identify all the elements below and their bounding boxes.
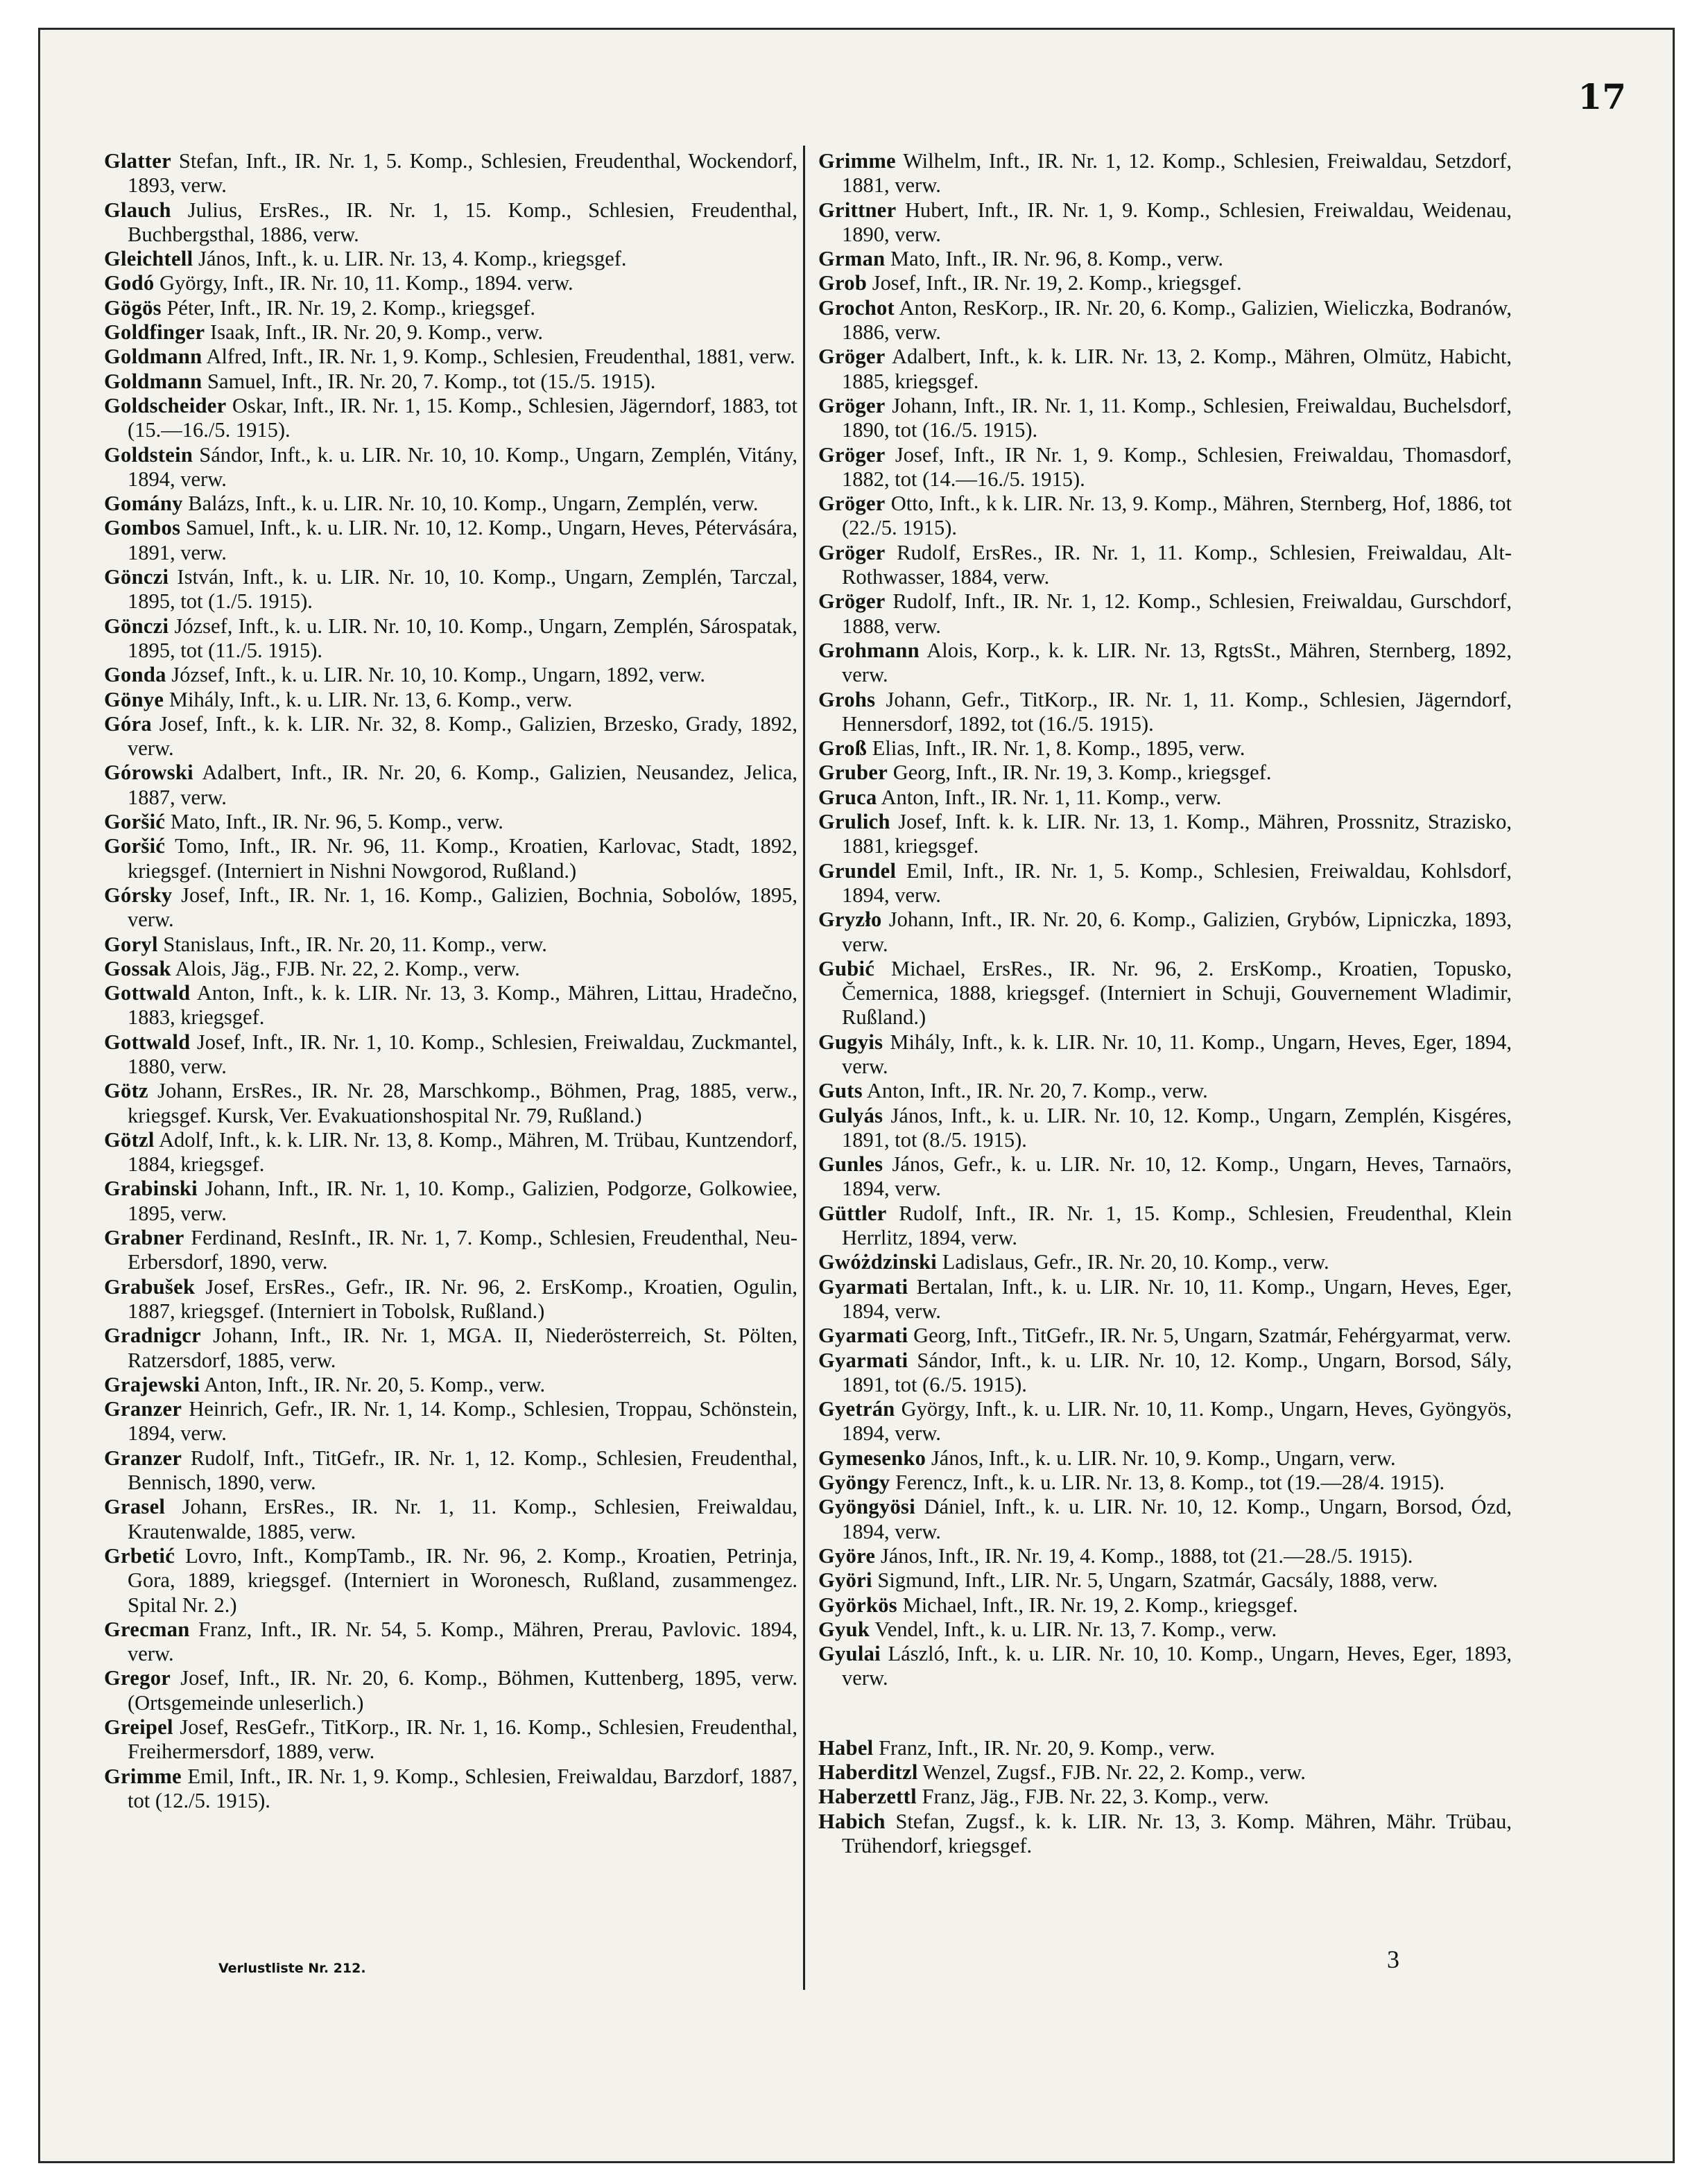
entry-details: György, Inft., k. u. LIR. Nr. 10, 11. Komp., Ungarn, Heves, Gyöngyös, 1894, verw. — [842, 1397, 1512, 1446]
entry-details: Mihály, Inft., k. u. LIR. Nr. 13, 6. Komp., verw. — [169, 687, 573, 711]
entry-details: Dániel, Inft., k. u. LIR. Nr. 10, 12. Komp., Ungarn, Borsod, Ózd, 1894, verw. — [842, 1495, 1512, 1543]
document-page — [38, 28, 1675, 2163]
entry-surname: Grbetić — [104, 1543, 175, 1568]
entry-details: Anton, ResKorp., IR. Nr. 20, 6. Komp., Galizien, Wieliczka, Bodranów, 1886, verw. — [842, 295, 1512, 345]
casualty-entry — [818, 1736, 1512, 1760]
entry-surname: Gyarmati — [818, 1324, 908, 1348]
entry-details: Bertalan, Inft., k. u. LIR. Nr. 10, 11. Komp., Ungarn, Heves, Eger, 1894, verw. — [842, 1274, 1512, 1323]
entry-details: Wilhelm, Inft., IR. Nr. 1, 12. Komp., Schlesien, Freiwaldau, Setzdorf, 1881, verw. — [842, 149, 1512, 198]
entry-surname: Habich — [818, 1809, 886, 1833]
entry-details: Mihály, Inft., k. k. LIR. Nr. 10, 11. Komp., Ungarn, Heves, Eger, 1894, verw. — [842, 1030, 1512, 1078]
entry-details: Rudolf, ErsRes., IR. Nr. 1, 11. Komp., Schlesien, Freiwaldau, Alt-Rothwasser, 1884, verw. — [842, 540, 1512, 589]
entry-details: Josef, Inft., IR. Nr. 20, 6. Komp., Böhmen, Kuttenberg, 1895, verw. (Ortsgemeinde unleserlich.) — [128, 1666, 798, 1715]
entry-details: Otto, Inft., k k. LIR. Nr. 13, 9. Komp., Mähren, Sternberg, Hof, 1886, tot (22./5. 1915). — [842, 492, 1512, 540]
casualty-entry — [104, 1495, 797, 1544]
casualty-entry — [104, 761, 797, 810]
entry-surname: Godó — [104, 271, 155, 295]
entry-surname: Glauch — [104, 198, 171, 222]
entry-surname: Grasel — [104, 1495, 166, 1519]
casualty-entry — [818, 1079, 1512, 1103]
casualty-entry — [818, 1202, 1512, 1251]
casualty-entry — [818, 1642, 1512, 1691]
casualty-entry — [818, 271, 1512, 295]
entry-details: Samuel, Inft., k. u. LIR. Nr. 10, 12. Komp., Ungarn, Heves, Pétervására, 1891, verw. — [128, 516, 797, 564]
entry-details: Alois, Korp., k. k. LIR. Nr. 13, RgtsSt., Mähren, Sternberg, 1892, verw. — [842, 638, 1512, 687]
casualty-entry — [818, 1495, 1512, 1544]
entry-surname: Gombos — [104, 516, 181, 540]
entry-surname: Gröger — [818, 492, 886, 516]
entry-details: Stanislaus, Inft., IR. Nr. 20, 11. Komp., verw. — [163, 932, 547, 956]
entry-details: Alfred, Inft., IR. Nr. 1, 9. Komp., Schlesien, Freudenthal, 1881, verw. — [206, 345, 795, 369]
entry-details: Vendel, Inft., k. u. LIR. Nr. 13, 7. Komp., verw. — [874, 1617, 1277, 1641]
entry-surname: Groß — [818, 736, 868, 761]
entry-surname: Gögös — [104, 295, 162, 320]
entry-surname: Grabinski — [104, 1177, 198, 1201]
entry-details: Ladislaus, Gefr., IR. Nr. 20, 10. Komp., verw. — [942, 1250, 1329, 1274]
entry-surname: Gottwald — [104, 981, 191, 1005]
casualty-entry — [104, 296, 797, 320]
casualty-entry — [818, 1030, 1512, 1080]
casualty-entry — [104, 320, 797, 345]
entry-details: Anton, Inft., k. k. LIR. Nr. 13, 3. Komp., Mähren, Littau, Hradečno, 1883, kriegsgef. — [128, 981, 797, 1030]
entry-details: Johann, ErsRes., IR. Nr. 28, Marschkomp., Böhmen, Prag, 1885, verw., kriegsgef. Kursk, Ver. Evakuationshospital Nr. 79, Rußland.) — [128, 1079, 797, 1127]
casualty-entry — [104, 883, 797, 933]
entry-details: Lovro, Inft., KompTamb., IR. Nr. 96, 2. Komp., Kroatien, Petrinja, Gora, 1889, kriegsgef. (Interniert in Woronesch, Rußland, zusammengez. Spital Nr. 2.) — [128, 1543, 797, 1617]
section-gap — [818, 1691, 1512, 1736]
entry-details: Péter, Inft., IR. Nr. 19, 2. Komp., kriegsgef. — [166, 295, 536, 320]
entry-surname: Gruber — [818, 761, 888, 785]
entry-surname: Gyulai — [818, 1642, 881, 1666]
casualty-entry — [104, 1324, 797, 1373]
casualty-entry — [818, 1568, 1512, 1593]
casualty-entry — [818, 1349, 1512, 1398]
entry-surname: Grajewski — [104, 1372, 200, 1396]
entry-surname: Györkös — [818, 1593, 897, 1617]
casualty-entry — [818, 394, 1512, 443]
casualty-entry — [104, 1765, 797, 1814]
casualty-entry — [818, 1618, 1512, 1642]
entry-details: Josef, Inft., IR Nr. 1, 9. Komp., Schlesien, Freiwaldau, Thomasdorf, 1882, tot (14.—16./5. 1915). — [842, 442, 1512, 491]
entry-details: Balázs, Inft., k. u. LIR. Nr. 10, 10. Komp., Ungarn, Zemplén, verw. — [188, 492, 759, 516]
casualty-entry — [818, 1104, 1512, 1153]
casualty-entry — [104, 149, 797, 198]
entry-surname: Granzer — [104, 1446, 182, 1470]
casualty-entry — [104, 933, 797, 957]
entry-surname: Grulich — [818, 810, 890, 834]
casualty-entry — [818, 296, 1512, 345]
entry-details: Rudolf, Inft., IR. Nr. 1, 12. Komp., Schlesien, Freiwaldau, Gurschdorf, 1888, verw. — [842, 589, 1512, 638]
entry-details: Rudolf, Inft., IR. Nr. 1, 15. Komp., Schlesien, Freudenthal, Klein Herrlitz, 1894, verw. — [842, 1201, 1512, 1250]
entry-details: Elias, Inft., IR. Nr. 1, 8. Komp., 1895, verw. — [872, 736, 1245, 761]
casualty-entry — [104, 1079, 797, 1128]
casualty-entry — [104, 565, 797, 614]
casualty-entry — [104, 1177, 797, 1226]
entry-surname: Gleichtell — [104, 247, 193, 271]
entry-details: Franz, Inft., IR. Nr. 54, 5. Komp., Mähren, Prerau, Pavlovic. 1894, verw. — [128, 1617, 797, 1666]
entry-surname: Grohs — [818, 687, 876, 711]
casualty-entry — [104, 1544, 797, 1618]
entry-details: János, Inft., k. u. LIR. Nr. 13, 4. Komp., kriegsgef. — [198, 247, 627, 271]
casualty-entry — [104, 1397, 797, 1446]
entry-surname: Grabner — [104, 1226, 184, 1250]
entry-surname: Gyetrán — [818, 1397, 895, 1421]
casualty-entry — [104, 492, 797, 516]
entry-details: Stefan, Inft., IR. Nr. 1, 5. Komp., Schlesien, Freudenthal, Wockendorf, 1893, verw. — [128, 149, 797, 198]
entry-surname: Gröger — [818, 393, 886, 417]
casualty-entry — [104, 345, 797, 369]
entry-details: Johann, Inft., IR. Nr. 1, 10. Komp., Galizien, Podgorze, Golkowiee, 1895, verw. — [128, 1177, 797, 1225]
entry-details: Ferencz, Inft., k. u. LIR. Nr. 13, 8. Komp., tot (19.—28/4. 1915). — [895, 1471, 1445, 1495]
entry-details: Johann, ErsRes., IR. Nr. 1, 11. Komp., Schlesien, Freiwaldau, Krautenwalde, 1885, verw. — [128, 1495, 798, 1543]
entry-surname: Grundel — [818, 858, 897, 883]
entry-details: Franz, Jäg., FJB. Nr. 22, 3. Komp., verw. — [922, 1785, 1269, 1809]
entry-details: Georg, Inft., TitGefr., IR. Nr. 5, Ungarn, Szatmár, Fehérgyarmat, verw. — [913, 1324, 1512, 1348]
entry-details: Josef, ResGefr., TitKorp., IR. Nr. 1, 16. Komp., Schlesien, Freudenthal, Freihermersdorf, 1889, verw. — [128, 1715, 797, 1764]
entry-details: Johann, Inft., IR. Nr. 1, MGA. II, Niederösterreich, St. Pölten, Ratzersdorf, 1885, verw. — [128, 1324, 797, 1372]
entry-surname: Grman — [818, 247, 886, 271]
entry-surname: Gyarmati — [818, 1348, 908, 1372]
entry-surname: Gwóżdzinski — [818, 1250, 938, 1274]
entry-details: Anton, Inft., IR. Nr. 1, 11. Komp., verw. — [881, 785, 1222, 809]
casualty-entry — [104, 1128, 797, 1177]
casualty-entry — [818, 1250, 1512, 1274]
entry-surname: Gyöngy — [818, 1471, 890, 1495]
entry-surname: Greipel — [104, 1715, 173, 1739]
entry-details: Josef, ErsRes., Gefr., IR. Nr. 96, 2. ErsKomp., Kroatien, Ogulin, 1887, kriegsgef. (Interniert in Tobolsk, Rußland.) — [128, 1274, 798, 1323]
entry-surname: Haberditzl — [818, 1760, 918, 1784]
entry-details: János, Gefr., k. u. LIR. Nr. 10, 12. Komp., Ungarn, Heves, Tarnaörs, 1894, verw. — [842, 1152, 1512, 1201]
entry-details: Isaak, Inft., IR. Nr. 20, 9. Komp., verw. — [209, 320, 543, 345]
entry-details: Tomo, Inft., IR. Nr. 96, 11. Komp., Kroatien, Karlovac, Stadt, 1892, kriegsgef. (Interniert in Nishni Nowgorod, Rußland.) — [128, 834, 797, 883]
casualty-entry — [818, 443, 1512, 492]
entry-surname: Grabušek — [104, 1274, 196, 1299]
casualty-entry — [104, 981, 797, 1030]
casualty-entry — [818, 688, 1512, 737]
entry-details: Johann, Inft., IR. Nr. 20, 6. Komp., Galizien, Grybów, Lipniczka, 1893, verw. — [842, 908, 1512, 956]
entry-surname: Gönczi — [104, 565, 169, 589]
entry-surname: Goldstein — [104, 442, 193, 467]
entry-surname: Gyuk — [818, 1617, 870, 1641]
entry-details: Wenzel, Zugsf., FJB. Nr. 22, 2. Komp., verw. — [922, 1760, 1306, 1784]
page-number: 17 — [1578, 76, 1626, 117]
casualty-entry — [104, 1446, 797, 1496]
entry-details: Georg, Inft., IR. Nr. 19, 3. Komp., kriegsgef. — [892, 761, 1272, 785]
entry-details: Anton, Inft., IR. Nr. 20, 7. Komp., verw. — [866, 1079, 1208, 1103]
casualty-entry — [818, 761, 1512, 785]
column-divider — [803, 146, 805, 1990]
casualty-entry — [104, 663, 797, 687]
entry-surname: Gönczi — [104, 614, 169, 638]
entry-details: Adolf, Inft., k. k. LIR. Nr. 13, 8. Komp., Mähren, M. Trübau, Kuntzendorf, 1884, kriegsgef. — [128, 1127, 797, 1177]
casualty-entry — [104, 1618, 797, 1667]
casualty-entry — [818, 345, 1512, 394]
casualty-entry — [818, 1760, 1512, 1785]
casualty-entry — [104, 198, 797, 248]
entry-surname: Grohmann — [818, 638, 920, 662]
casualty-entry — [818, 247, 1512, 271]
entry-surname: Gymesenko — [818, 1446, 926, 1470]
entry-details: Johann, Inft., IR. Nr. 1, 11. Komp., Schlesien, Freiwaldau, Buchelsdorf, 1890, tot (16./5. 1915). — [842, 393, 1512, 442]
entry-details: György, Inft., IR. Nr. 10, 11. Komp., 1894. verw. — [159, 271, 573, 295]
entry-details: Mato, Inft., IR. Nr. 96, 8. Komp., verw. — [890, 247, 1224, 271]
entry-details: Josef, Inft., IR. Nr. 19, 2. Komp., kriegsgef. — [872, 271, 1242, 295]
entry-surname: Götzl — [104, 1127, 155, 1152]
entry-surname: Gröger — [818, 345, 886, 369]
entry-details: Franz, Inft., IR. Nr. 20, 9. Komp., verw. — [879, 1735, 1216, 1760]
entry-details: Sigmund, Inft., LIR. Nr. 5, Ungarn, Szatmár, Gacsály, 1888, verw. — [877, 1568, 1438, 1593]
entry-surname: Györe — [818, 1543, 876, 1568]
entry-details: Sándor, Inft., k. u. LIR. Nr. 10, 10. Komp., Ungarn, Zemplén, Vitány, 1894, verw. — [128, 442, 798, 491]
signature-mark: 3 — [1387, 1945, 1399, 1973]
entry-surname: Grecman — [104, 1617, 190, 1641]
entry-details: Samuel, Inft., IR. Nr. 20, 7. Komp., tot (15./5. 1915). — [207, 369, 656, 393]
entry-surname: Gyarmati — [818, 1274, 908, 1299]
entry-details: Adalbert, Inft., k. k. LIR. Nr. 13, 2. Komp., Mähren, Olmütz, Habicht, 1885, kriegsgef. — [842, 345, 1512, 393]
casualty-entry — [818, 1275, 1512, 1324]
casualty-entry — [818, 149, 1512, 198]
casualty-entry — [818, 1785, 1512, 1809]
casualty-entry — [818, 1593, 1512, 1618]
entry-surname: Górowski — [104, 761, 193, 785]
casualty-entry — [104, 688, 797, 712]
entry-surname: Gossak — [104, 956, 171, 980]
casualty-entry — [818, 786, 1512, 810]
entry-details: János, Inft., k. u. LIR. Nr. 10, 9. Komp., Ungarn, verw. — [931, 1446, 1396, 1470]
entry-details: Johann, Gefr., TitKorp., IR. Nr. 1, 11. Komp., Schlesien, Jägerndorf, Hennersdorf, 1892, tot (16./5. 1915). — [842, 687, 1512, 736]
entry-details: József, Inft., k. u. LIR. Nr. 10, 10. Komp., Ungarn, 1892, verw. — [171, 663, 706, 687]
casualty-entry — [818, 589, 1512, 639]
entry-details: Emil, Inft., IR. Nr. 1, 9. Komp., Schlesien, Freiwaldau, Barzdorf, 1887, tot (12./5. 1915). — [128, 1764, 798, 1812]
entry-details: Anton, Inft., IR. Nr. 20, 5. Komp., verw. — [204, 1372, 546, 1396]
casualty-entry — [104, 614, 797, 664]
casualty-entry — [104, 1030, 797, 1080]
casualty-entry — [818, 1810, 1512, 1859]
entry-surname: Góra — [104, 711, 152, 736]
casualty-entry — [104, 247, 797, 271]
entry-surname: Goryl — [104, 932, 158, 956]
entry-surname: Györi — [818, 1568, 872, 1593]
casualty-entry — [818, 639, 1512, 688]
entry-details: Hubert, Inft., IR. Nr. 1, 9. Komp., Schlesien, Freiwaldau, Weidenau, 1890, verw. — [842, 198, 1512, 246]
entry-details: Emil, Inft., IR. Nr. 1, 5. Komp., Schlesien, Freiwaldau, Kohlsdorf, 1894, verw. — [842, 858, 1512, 907]
entry-surname: Gyöngyösi — [818, 1495, 915, 1519]
entry-surname: Goldmann — [104, 369, 202, 393]
entry-surname: Guts — [818, 1079, 863, 1103]
casualty-entry — [104, 834, 797, 883]
entry-surname: Gryzło — [818, 908, 882, 932]
entry-details: Josef, Inft., IR. Nr. 1, 16. Komp., Galizien, Bochnia, Sobolów, 1895, verw. — [128, 883, 798, 932]
casualty-entry — [104, 810, 797, 834]
entry-surname: Goldscheider — [104, 393, 227, 417]
casualty-entry — [818, 1324, 1512, 1348]
casualty-entry — [104, 516, 797, 565]
entry-details: Josef, Inft., k. k. LIR. Nr. 32, 8. Komp., Galizien, Brzesko, Grady, 1892, verw. — [128, 711, 797, 761]
entry-details: Heinrich, Gefr., IR. Nr. 1, 14. Komp., Schlesien, Troppau, Schönstein, 1894, verw. — [128, 1397, 797, 1446]
casualty-entry — [104, 394, 797, 443]
entry-surname: Gonda — [104, 663, 166, 687]
entry-surname: Güttler — [818, 1201, 887, 1225]
casualty-entry — [104, 1373, 797, 1397]
entry-surname: Haberzettl — [818, 1785, 917, 1809]
entry-details: Ferdinand, ResInft., IR. Nr. 1, 7. Komp., Schlesien, Freudenthal, Neu-Erbersdorf, 1890, verw. — [128, 1226, 797, 1274]
entry-surname: Grimme — [104, 1764, 182, 1788]
casualty-entry — [818, 736, 1512, 761]
casualty-entry — [104, 1275, 797, 1324]
entry-details: László, Inft., k. u. LIR. Nr. 10, 10. Komp., Ungarn, Heves, Eger, 1893, verw. — [842, 1642, 1512, 1690]
entry-details: Mato, Inft., IR. Nr. 96, 5. Komp., verw. — [170, 810, 503, 834]
entry-surname: Gunles — [818, 1152, 883, 1177]
casualty-entry — [104, 443, 797, 492]
entry-surname: Grob — [818, 271, 868, 295]
entry-details: Michael, ErsRes., IR. Nr. 96, 2. ErsKomp., Kroatien, Topusko, Čemernica, 1888, kriegsgef. (Interniert in Schuji, Gouvernement Wladimir, Rußland.) — [842, 956, 1512, 1030]
entry-surname: Gröger — [818, 540, 886, 564]
entry-surname: Grittner — [818, 198, 897, 222]
casualty-entry — [818, 1397, 1512, 1446]
entry-details: István, Inft., k. u. LIR. Nr. 10, 10. Komp., Ungarn, Zemplén, Tarczal, 1895, tot (1./5. 1915). — [128, 565, 798, 614]
casualty-entry — [818, 810, 1512, 859]
entry-details: János, Inft., IR. Nr. 19, 4. Komp., 1888, tot (21.—28./5. 1915). — [880, 1543, 1413, 1568]
casualty-entry — [818, 908, 1512, 957]
casualty-entry — [104, 957, 797, 981]
entry-surname: Gradnigcr — [104, 1324, 201, 1348]
entry-details: Rudolf, Inft., TitGefr., IR. Nr. 1, 12. Komp., Schlesien, Freudenthal, Bennisch, 1890, verw. — [128, 1446, 798, 1495]
entry-details: Josef, Inft., IR. Nr. 1, 10. Komp., Schlesien, Freiwaldau, Zuckmantel, 1880, verw. — [128, 1030, 798, 1078]
entry-details: Sándor, Inft., k. u. LIR. Nr. 10, 12. Komp., Ungarn, Borsod, Sály, 1891, tot (6./5. 1915). — [842, 1348, 1512, 1396]
entry-details: Adalbert, Inft., IR. Nr. 20, 6. Komp., Galizien, Neusandez, Jelica, 1887, verw. — [128, 761, 797, 809]
entry-surname: Gröger — [818, 589, 886, 614]
casualty-entry — [104, 370, 797, 394]
casualty-entry — [818, 1471, 1512, 1495]
entry-surname: Habel — [818, 1735, 874, 1760]
entry-surname: Goršić — [104, 810, 166, 834]
casualty-entry — [818, 1544, 1512, 1568]
left-column — [104, 149, 797, 1813]
entry-details: Oskar, Inft., IR. Nr. 1, 15. Komp., Schlesien, Jägerndorf, 1883, tot (15.—16./5. 1915). — [128, 393, 797, 442]
entry-details: Alois, Jäg., FJB. Nr. 22, 2. Komp., verw. — [175, 956, 520, 980]
entry-surname: Glatter — [104, 149, 171, 173]
entry-surname: Gugyis — [818, 1030, 883, 1054]
entry-surname: Goldmann — [104, 345, 202, 369]
entry-surname: Gregor — [104, 1666, 171, 1690]
casualty-entry — [818, 1152, 1512, 1202]
entry-details: Michael, Inft., IR. Nr. 19, 2. Komp., kriegsgef. — [902, 1593, 1298, 1617]
casualty-entry — [818, 859, 1512, 908]
entry-surname: Grochot — [818, 295, 895, 320]
casualty-entry — [818, 492, 1512, 541]
entry-surname: Gomány — [104, 492, 183, 516]
entry-surname: Gulyás — [818, 1103, 883, 1127]
right-column — [818, 149, 1512, 1858]
casualty-entry — [818, 198, 1512, 248]
entry-surname: Götz — [104, 1079, 148, 1103]
entry-surname: Gottwald — [104, 1030, 191, 1054]
casualty-entry — [818, 541, 1512, 590]
entry-surname: Goldfinger — [104, 320, 205, 345]
list-label: Verlustliste Nr. 212. — [218, 1961, 366, 1976]
entry-details: Stefan, Zugsf., k. k. LIR. Nr. 13, 3. Komp. Mähren, Mähr. Trübau, Trühendorf, kriegsgef. — [842, 1809, 1512, 1857]
casualty-entry — [818, 1446, 1512, 1471]
casualty-entry — [104, 1666, 797, 1715]
entry-surname: Grimme — [818, 149, 896, 173]
casualty-entry — [818, 957, 1512, 1030]
casualty-entry — [104, 1715, 797, 1765]
entry-details: Julius, ErsRes., IR. Nr. 1, 15. Komp., Schlesien, Freudenthal, Buchbergsthal, 1886, verw. — [128, 198, 797, 246]
entry-surname: Gröger — [818, 442, 886, 467]
entry-surname: Gruca — [818, 785, 877, 809]
entry-surname: Gönye — [104, 687, 164, 711]
entry-details: Josef, Inft. k. k. LIR. Nr. 13, 1. Komp., Mähren, Prossnitz, Strazisko, 1881, kriegsgef. — [842, 810, 1512, 858]
casualty-entry — [104, 712, 797, 761]
casualty-entry — [104, 271, 797, 295]
casualty-entry — [104, 1226, 797, 1275]
entry-surname: Goršić — [104, 834, 166, 858]
entry-details: János, Inft., k. u. LIR. Nr. 10, 12. Komp., Ungarn, Zemplén, Kisgéres, 1891, tot (8./5. 1915). — [842, 1103, 1512, 1152]
entry-surname: Gubić — [818, 956, 875, 980]
entry-details: József, Inft., k. u. LIR. Nr. 10, 10. Komp., Ungarn, Zemplén, Sárospatak, 1895, tot (11./5. 1915). — [128, 614, 797, 662]
entry-surname: Granzer — [104, 1397, 182, 1421]
entry-surname: Górsky — [104, 883, 173, 907]
